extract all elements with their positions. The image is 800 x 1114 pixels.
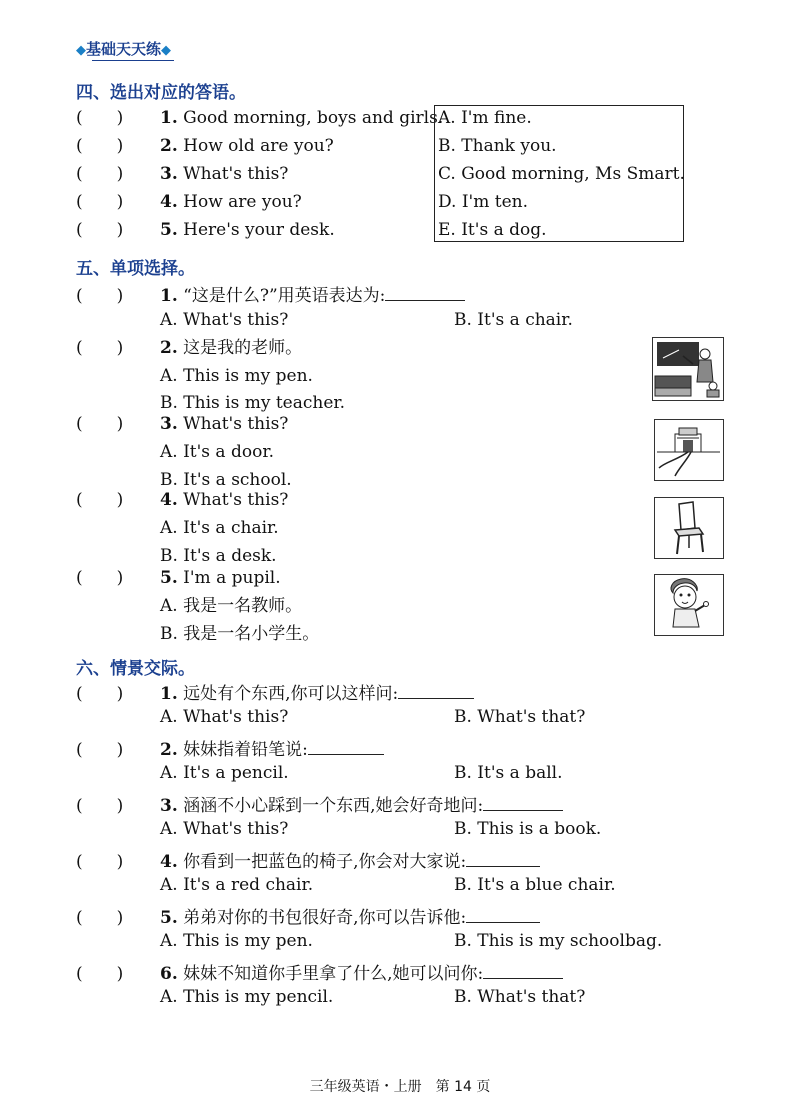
answer-blank[interactable]: ( ) <box>76 192 124 212</box>
s5-q2-option-a[interactable]: A. This is my pen. <box>160 366 313 386</box>
s6-q3-option-b[interactable]: B. This is a book. <box>454 819 602 839</box>
s6-question-6: ( ) 6. 妹妹不知道你手里拿了什么,她可以问你: <box>76 962 563 984</box>
section5-title: 五、单项选择。 <box>76 259 195 279</box>
answer-blank[interactable]: ( ) <box>76 740 124 760</box>
s5-q3-option-a[interactable]: A. It's a door. <box>160 442 274 462</box>
answer-option-c: C. Good morning, Ms Smart. <box>438 164 685 184</box>
answer-blank[interactable]: ( ) <box>76 414 124 434</box>
answer-blank[interactable]: ( ) <box>76 796 124 816</box>
s5-question-5: ( ) 5. I'm a pupil. <box>76 568 281 588</box>
s4-question-1: ( ) 1. Good morning, boys and girls. <box>76 108 444 128</box>
teacher-illustration-icon <box>653 338 722 399</box>
fill-blank[interactable] <box>466 850 540 867</box>
s6-question-2: ( ) 2. 妹妹指着铅笔说: <box>76 738 384 760</box>
answer-blank[interactable]: ( ) <box>76 490 124 510</box>
chair-illustration-icon <box>655 498 722 557</box>
s6-q6-option-a[interactable]: A. This is my pencil. <box>160 987 334 1007</box>
s6-question-5: ( ) 5. 弟弟对你的书包很好奇,你可以告诉他: <box>76 906 540 928</box>
teacher-classroom-picture <box>652 337 724 401</box>
s5-q3-option-b[interactable]: B. It's a school. <box>160 470 292 490</box>
s6-q4-option-b[interactable]: B. It's a blue chair. <box>454 875 616 895</box>
answer-blank[interactable]: ( ) <box>76 136 124 156</box>
answer-option-d: D. I'm ten. <box>438 192 528 212</box>
s6-q1-option-a[interactable]: A. What's this? <box>160 707 289 727</box>
fill-blank[interactable] <box>483 962 563 979</box>
chair-picture <box>654 497 724 559</box>
s6-q5-option-a[interactable]: A. This is my pen. <box>160 931 313 951</box>
header-badge <box>76 38 171 59</box>
s6-q2-option-b[interactable]: B. It's a ball. <box>454 763 563 783</box>
s6-q5-option-b[interactable]: B. This is my schoolbag. <box>454 931 663 951</box>
s4-question-2: ( ) 2. How old are you? <box>76 136 334 156</box>
s6-question-3: ( ) 3. 涵涵不小心踩到一个东西,她会好奇地问: <box>76 794 563 816</box>
s6-q1-option-b[interactable]: B. What's that? <box>454 707 586 727</box>
s5-q1-option-a[interactable]: A. What's this? <box>160 310 289 330</box>
s5-q2-option-b[interactable]: B. This is my teacher. <box>160 393 346 413</box>
answer-blank[interactable]: ( ) <box>76 164 124 184</box>
s6-q6-option-b[interactable]: B. What's that? <box>454 987 586 1007</box>
s4-question-4: ( ) 4. How are you? <box>76 192 302 212</box>
answer-blank[interactable]: ( ) <box>76 908 124 928</box>
badge-underline <box>92 60 174 61</box>
s5-q4-option-b[interactable]: B. It's a desk. <box>160 546 277 566</box>
s5-question-2: ( ) 2. 这是我的老师。 <box>76 338 303 358</box>
answer-blank[interactable]: ( ) <box>76 286 124 306</box>
answer-option-b: B. Thank you. <box>438 136 557 156</box>
fill-blank[interactable] <box>385 284 465 301</box>
school-picture <box>654 419 724 481</box>
s6-q3-option-a[interactable]: A. What's this? <box>160 819 289 839</box>
answer-blank[interactable]: ( ) <box>76 964 124 984</box>
section6-title: 六、情景交际。 <box>76 659 195 679</box>
pupil-picture <box>654 574 724 636</box>
badge-text: 基础天天练 <box>86 40 162 58</box>
pupil-illustration-icon <box>655 575 722 634</box>
s4-question-5: ( ) 5. Here's your desk. <box>76 220 335 240</box>
page-footer: 三年级英语・上册 第 14 页 <box>309 1079 491 1095</box>
s5-question-3: ( ) 3. What's this? <box>76 414 289 434</box>
s5-question-1: ( ) 1. “这是什么?”用英语表达为: <box>76 284 465 306</box>
answer-blank[interactable]: ( ) <box>76 684 124 704</box>
answer-blank[interactable]: ( ) <box>76 338 124 358</box>
answer-blank[interactable]: ( ) <box>76 852 124 872</box>
s6-question-4: ( ) 4. 你看到一把蓝色的椅子,你会对大家说: <box>76 850 540 872</box>
answer-blank[interactable]: ( ) <box>76 568 124 588</box>
fill-blank[interactable] <box>398 682 474 699</box>
school-illustration-icon <box>655 420 722 479</box>
section4-title: 四、选出对应的答语。 <box>76 83 246 103</box>
diamond-icon: ◆ <box>161 43 172 58</box>
s5-q5-option-b[interactable]: B. 我是一名小学生。 <box>160 624 320 644</box>
s5-q5-option-a[interactable]: A. 我是一名教师。 <box>160 596 303 616</box>
fill-blank[interactable] <box>483 794 563 811</box>
answer-option-e: E. It's a dog. <box>438 220 547 240</box>
s5-question-4: ( ) 4. What's this? <box>76 490 289 510</box>
s4-question-3: ( ) 3. What's this? <box>76 164 289 184</box>
s5-q4-option-a[interactable]: A. It's a chair. <box>160 518 279 538</box>
diamond-icon: ◆ <box>76 43 86 58</box>
fill-blank[interactable] <box>466 906 540 923</box>
fill-blank[interactable] <box>308 738 384 755</box>
answer-blank[interactable]: ( ) <box>76 108 124 128</box>
answer-blank[interactable]: ( ) <box>76 220 124 240</box>
s6-q2-option-a[interactable]: A. It's a pencil. <box>160 763 289 783</box>
s5-q1-option-b[interactable]: B. It's a chair. <box>454 310 573 330</box>
s6-q4-option-a[interactable]: A. It's a red chair. <box>160 875 314 895</box>
s6-question-1: ( ) 1. 远处有个东西,你可以这样问: <box>76 682 474 704</box>
answer-option-a: A. I'm fine. <box>438 108 532 128</box>
